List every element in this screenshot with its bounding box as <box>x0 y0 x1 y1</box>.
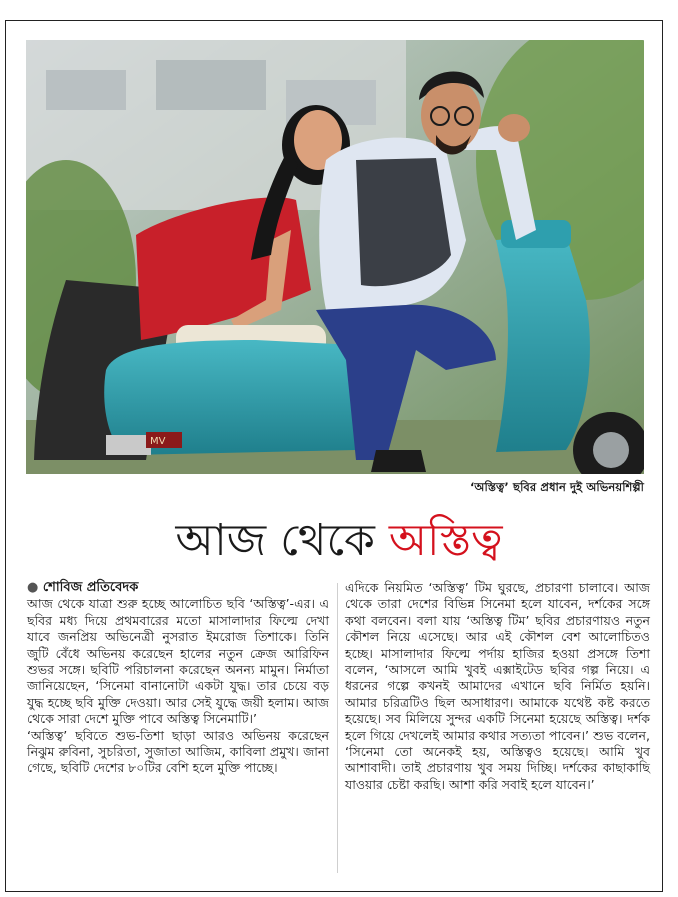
article-column-2 <box>345 580 650 793</box>
byline <box>27 580 329 596</box>
bullet-icon: ● <box>27 580 43 595</box>
lead-photo-illustration <box>26 40 644 474</box>
scooter-front <box>496 235 590 452</box>
article-column-1 <box>27 580 329 777</box>
headline-part2: অস্তিত্ব <box>388 515 503 566</box>
photo-caption: ‘অস্তিত্ব’ ছবির প্রধান দুই অভিনয়শিল্পী <box>469 480 644 494</box>
byline-text: শোবিজ প্রতিবেদক <box>42 580 139 595</box>
scooter-handlebar <box>501 220 571 248</box>
paragraph: ‘অস্তিত্ব’ ছবিতে শুভ-তিশা ছাড়া আরও অভিনয় করেছেন নিঝুম রুবিনা, সুচরিতা, সুজাতা আজিম, কাবিলা প্রমুখ। জানা গেছে, ছবিটি দেশের ৮০টির বেশি হলে মুক্তি পাচ্ছে। <box>27 727 329 776</box>
paragraph: এদিকে নিয়মিত ‘অস্তিত্ব’ টিম ঘুরছে, প্রচারণা চালাবে। আজ থেকে তারা দেশের বিভিন্ন সিনেমা হলে যাবেন, দর্শকের সঙ্গে কথা বলবেন। বলা যায় ‘অস্তিত্ব টিম’ ছবির প্রচারণায়ও নতুন কৌশল নিয়ে এসেছে। আর এই কৌশল বেশ আলোচিতও হচ্ছে। মাসালাদার ফিল্মে পর্দায় হাজির হওয়া প্রসঙ্গে তিশা বলেন, ‘আসলে আমি খুবই এক্সাইটেড ছবির গল্প নিয়ে। এ ধরনের গল্পে কখনই আমাদের এখানে ছবি নির্মিত হয়নি। আমার চরিত্রটিও ছিল অসাধারণ। আমাকে যথেষ্ট কষ্ট করতে হয়েছে। সব মিলিয়ে সুন্দর একটি সিনেমা হয়েছে অস্তিত্ব। দর্শক হলে গিয়ে দেখলেই আমার কথার সত্যতা পাবেন।’ শুভ বলেন, ‘সিনেমা তো অনেকই হয়, অস্তিত্বও হয়েছে। আমি খুব আশাবাদী। তাই প্রচারণায় খুব সময় দিচ্ছি। দর্শকের কাছাকাছি যাওয়ার চেষ্টা করছি। আশা করি সবাই হলে যাবেন।’ <box>345 580 650 792</box>
lead-photo <box>26 40 644 474</box>
man-shoe <box>371 450 426 472</box>
rear-light <box>106 435 151 455</box>
column-divider <box>337 583 338 873</box>
paragraph: আজ থেকে যাত্রা শুরু হচ্ছে আলোচিত ছবি ‘অস্তিত্ব’-এর। এ ছবির মধ্য দিয়ে প্রথমবারের মতো মাসালাদার ফিল্মে দেখা যাবে জনপ্রিয় অভিনেত্রী নুসরাত ইমরোজ তিশাকে। তিনি জুটি বেঁধে অভিনয় করেছেন হালের নতুন ক্রেজ আরিফিন শুভর সঙ্গে। ছবিটি পরিচালনা করেছেন অনন্য মামুন। নির্মাতা জানিয়েছেন, ‘সিনেমা বানানোটা একটা যুদ্ধ। তার চেয়ে বড় যুদ্ধ হচ্ছে ছবি মুক্তি দেওয়া। আর সেই যুদ্ধে জয়ী হলাম। আজ থেকে সারা দেশে মুক্তি পাবে অস্তিত্ব সিনেমাটি।’ <box>27 596 329 727</box>
headline-part1: আজ থেকে <box>175 515 389 566</box>
scooter-badge-text: MV <box>150 436 166 447</box>
headline <box>0 506 678 576</box>
man-vest <box>356 158 451 286</box>
